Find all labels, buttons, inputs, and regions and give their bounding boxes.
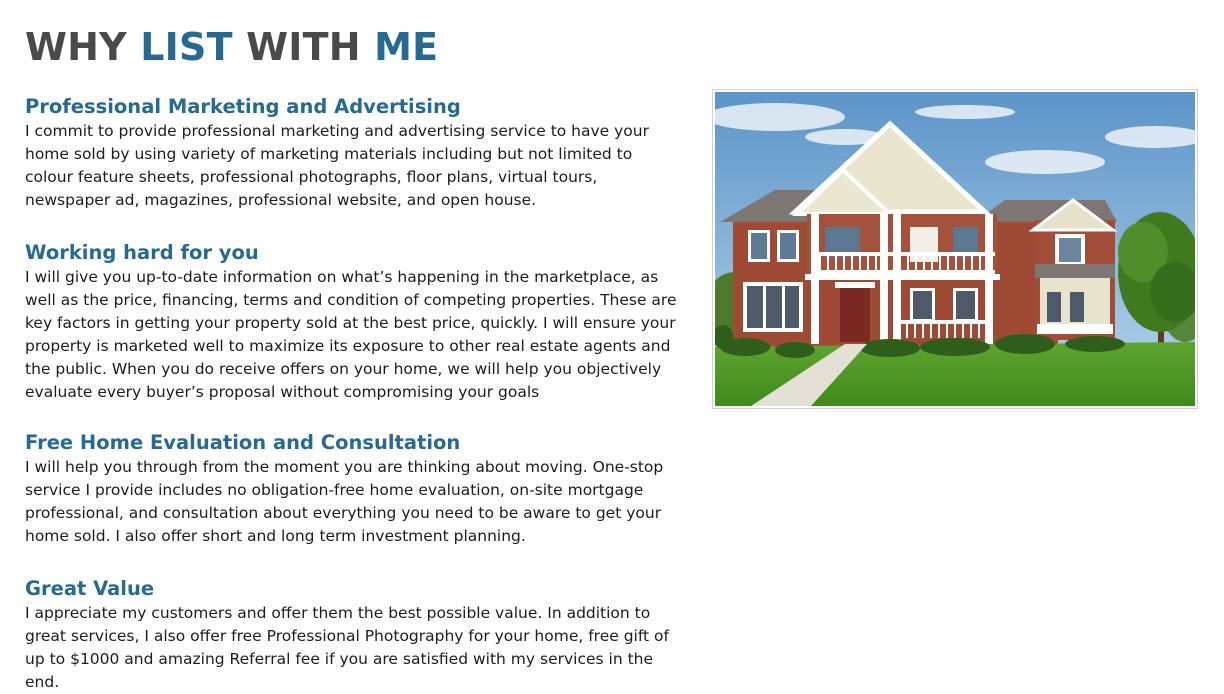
house-illustration — [715, 92, 1195, 406]
title-part-with: WITH — [232, 25, 375, 69]
front-door — [840, 287, 870, 342]
section-marketing — [25, 94, 685, 212]
title-part-list: LIST — [140, 25, 233, 69]
section-body: I will give you up-to-date information on what’s happening in the marketplace, as well as the price, financing, terms and condition of competing properties. These are key factors in getting your property sold at the best price, quickly. I will ensure your property is marketed well to maximize its exposure to other real estate agents and the public. When you do receive offers on your home, we will help you objectively evaluate every buyer’s proposal without compromising your goals — [25, 268, 677, 401]
section-body: I will help you through from the moment you are thinking about moving. One-stop service I provide includes no obligation-free home evaluation, on-site mortgage professional, and consultation about everything you need to be aware to get your home sold. I also offer short and long term investment planning. — [25, 458, 664, 545]
section-body: I appreciate my customers and offer them the best possible value. In addition to great services, I also offer free Professional Photography for your home, free gift of up to $1000 and amazing Referral fee if you are satisfied with my services in the end. — [25, 604, 669, 691]
section-heading: Free Home Evaluation and Consultation — [25, 431, 461, 454]
section-heading: Great Value — [25, 577, 155, 600]
section-working-hard — [25, 240, 685, 404]
sections-column — [25, 94, 685, 694]
section-evaluation — [25, 430, 685, 548]
section-body: I commit to provide professional marketing and advertising service to have your home sold by using variety of marketing materials including but not limited to colour feature sheets, professional photographs, floor plans, virtual tours, newspaper ad, magazines, professional website, and open house. — [25, 122, 649, 209]
section-heading: Professional Marketing and Advertising — [25, 95, 461, 118]
house-photo — [712, 89, 1198, 409]
section-heading: Working hard for you — [25, 241, 259, 264]
title-part-me: ME — [374, 25, 439, 69]
page-title — [25, 22, 438, 72]
section-great-value — [25, 576, 685, 694]
title-part-why: WHY — [25, 25, 141, 69]
